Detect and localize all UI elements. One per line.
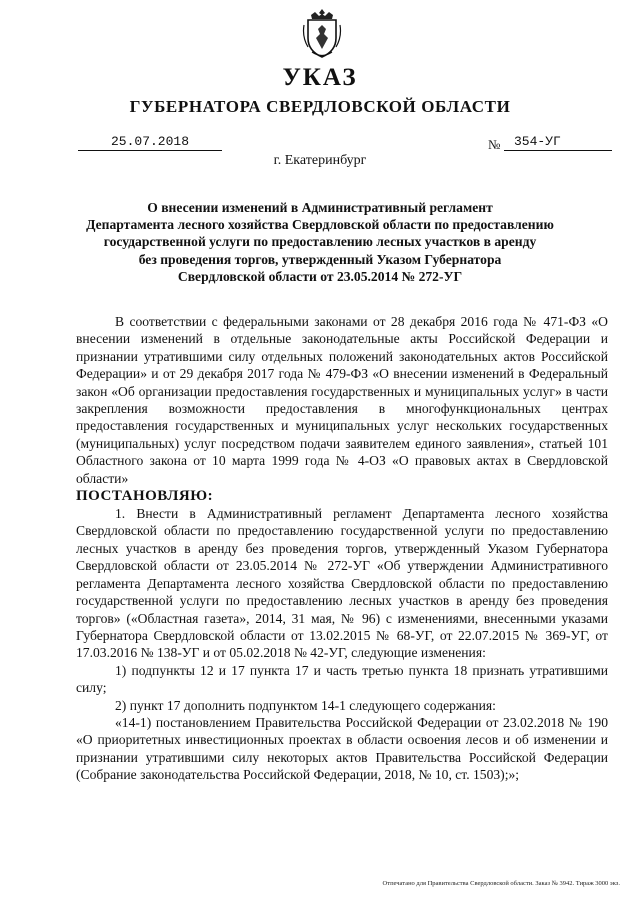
heading-line: государственной услуги по предоставлению лесных участков в аренду (103, 234, 537, 250)
preamble-paragraph: В соответствии с федеральными законами от 28 декабря 2016 года № 471-ФЗ «О внесении изменений в отдельные законодательные акты Российской Федерации и признании утратившими силу отдельных положений законодательных актов Российской Федерации» и от 29 декабря 2017 года № 479-ФЗ «О внесении изменений в Федеральный закон «Об организации предоставления государственных и муниципальных услуг» в части закрепления возможности предоставления в многофункциональных центрах предоставления государственных и муниципальных услуг нескольких государственных (муниципальных) услуг посредством подачи заявителем единого заявления», статьей 101 Областного закона от 10 марта 1999 года № 4-ОЗ «О правовых актах в Свердловской области» (76, 314, 608, 486)
document-heading (80, 199, 560, 285)
heading-line: О внесении изменений в Административный регламент (147, 200, 493, 215)
heading-line: Свердловской области от 23.05.2014 № 272-УГ (177, 268, 463, 284)
heading-line: без проведения торгов, утвержденный Указом Губернатора (138, 251, 502, 267)
subitem-paragraph: 1) подпункты 12 и 17 пункта 17 и часть третью пункта 18 признать утратившими силу; (76, 662, 608, 696)
decree-word: ПОСТАНОВЛЯЮ: (76, 488, 214, 505)
document-subtitle: ГУБЕРНАТОРА СВЕРДЛОВСКОЙ ОБЛАСТИ (129, 97, 511, 116)
print-note: Отпечатано для Правительства Свердловской области. Заказ № 3942. Тираж 3000 экз. (382, 880, 620, 887)
subitem-paragraph: 2) пункт 17 дополнить подпунктом 14-1 следующего содержания: (115, 697, 496, 713)
document-city: г. Екатеринбург (273, 153, 367, 168)
item-paragraph: 1. Внести в Административный регламент Департамента лесного хозяйства Свердловской области по предоставлению государственной услуги по предоставлению лесных участков в аренду без проведения торгов, утвержденный Указом Губернатора Свердловской области от 23.05.2014 № 272-УГ «Об утверждении Административного регламента Департамента лесного хозяйства Свердловской области по предоставлению государственной услуги по предоставлению лесных участков в аренду без проведения торгов» («Областная газета», 2014, 31 мая, № 96) с изменениями, внесенными указами Губернатора Свердловской области от 13.02.2015 № 68-УГ, от 22.07.2015 № 369-УГ, от 17.03.2016 № 138-УГ и от 05.02.2018 № 42-УГ, следующие изменения: (76, 506, 608, 661)
document-date: 25.07.2018 (78, 134, 222, 151)
quote-paragraph: «14-1) постановлением Правительства Российской Федерации от 23.02.2018 № 190 «О приоритетных инвестиционных проектах в области освоения лесов и об изменении и признании утратившими силу некоторых актов Правительства Российской Федерации (Собрание законодательства Российской Федерации, 2018, № 10, ст. 1503);»; (76, 714, 608, 783)
document-title: УКАЗ (282, 64, 358, 91)
document-number: 354-УГ (504, 134, 612, 151)
heading-line: Департамента лесного хозяйства Свердловской области по предоставлению (86, 217, 554, 233)
number-label: № (488, 137, 501, 152)
document-body (76, 313, 608, 784)
coat-of-arms-icon (302, 5, 342, 59)
